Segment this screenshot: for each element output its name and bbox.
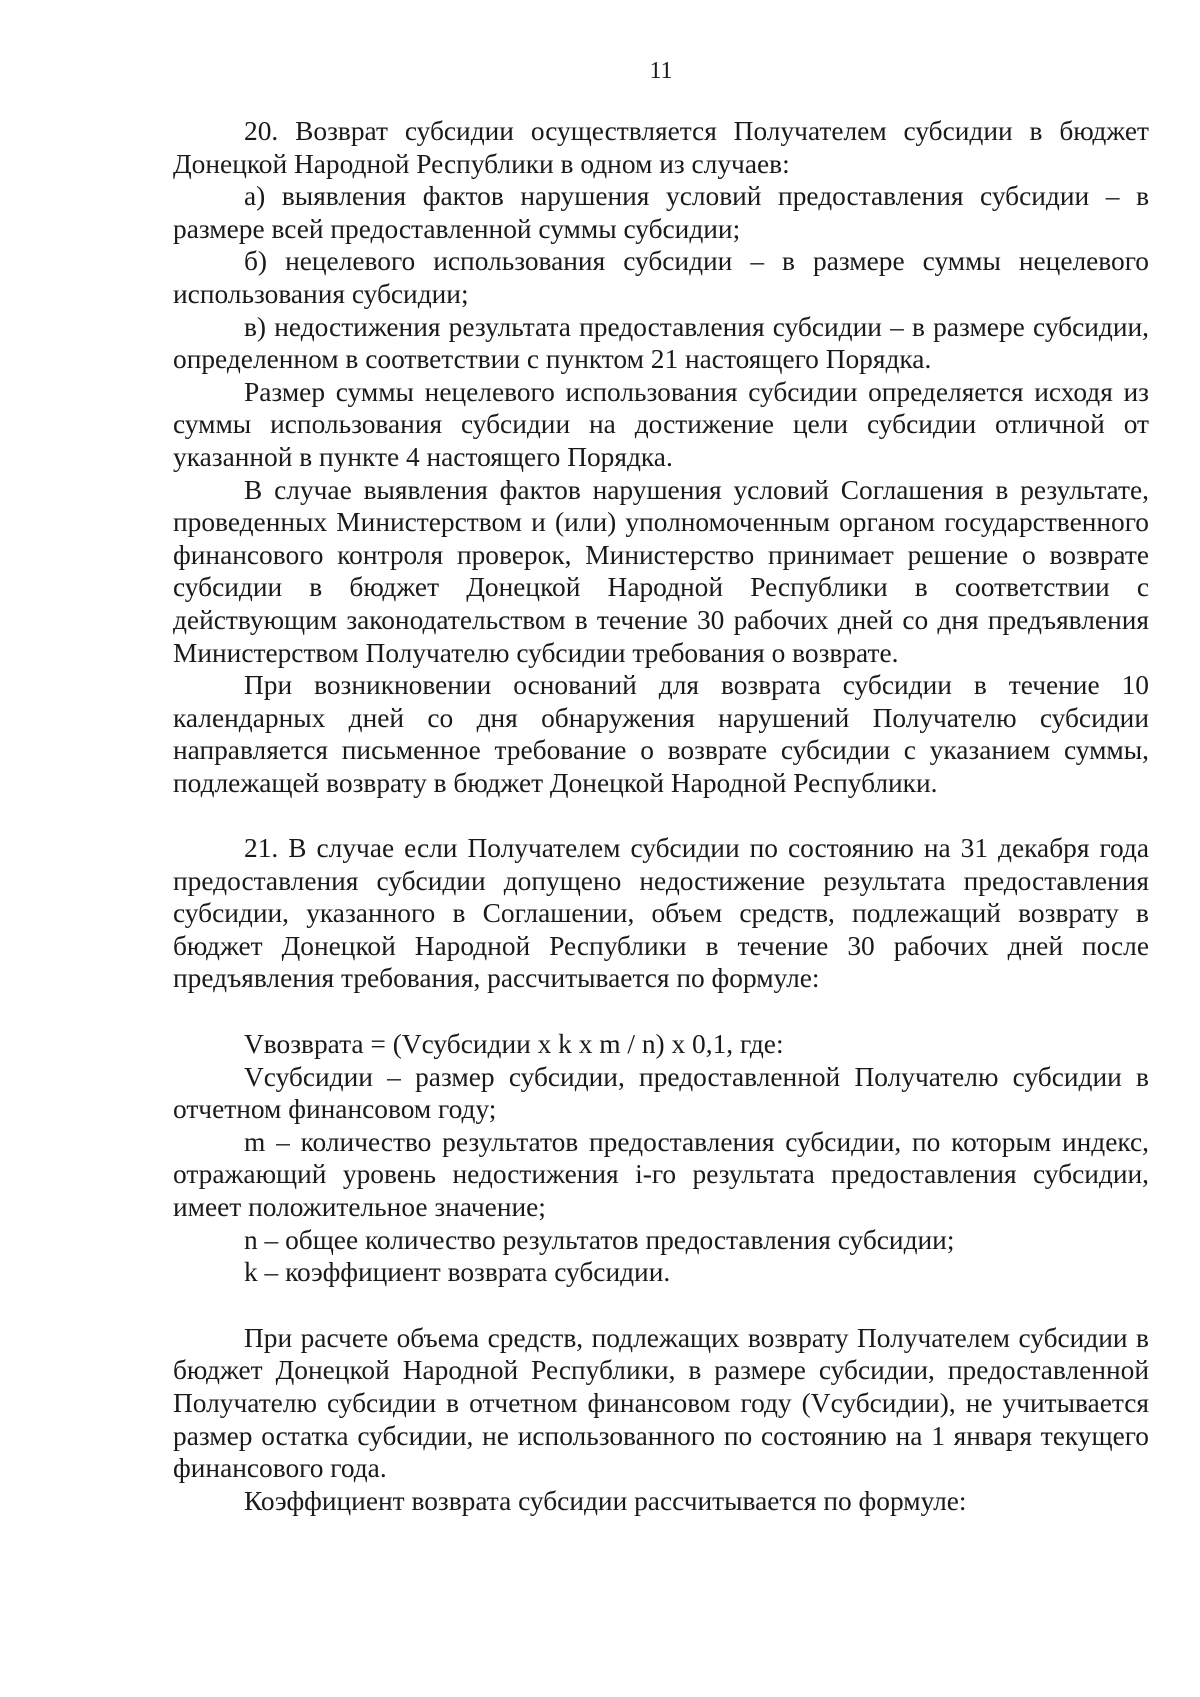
paragraph-calculation-note: При расчете объема средств, подлежащих возврату Получателем субсидии в бюджет Донецкой Народной Республики, в размере субсидии, предоставленной Получателю субсидии в отчетном финансовом году (Vсубсидии), не учитывается размер остатка субсидии, не использованного по состоянию на 1 января текущего финансового года. — [173, 1322, 1149, 1484]
definition-v-subsidy: Vсубсидии – размер субсидии, предоставленной Получателю субсидии в отчетном финансовом году; — [173, 1061, 1149, 1125]
page-number: 11 — [649, 58, 673, 84]
definition-n: n – общее количество результатов предоставления субсидии; — [244, 1224, 955, 1255]
paragraph-return-demand: При возникновении оснований для возврата субсидии в течение 10 календарных дней со дня обнаружения нарушений Получателю субсидии направляется письменное требование о возврате субсидии с указанием суммы, подлежащей возврату в бюджет Донецкой Народной Республики. — [173, 670, 1149, 798]
definition-m: m – количество результатов предоставления субсидии, по которым индекс, отражающий уровень недостижения i-го результата предоставления субсидии, имеет положительное значение; — [173, 1126, 1149, 1222]
paragraph-coefficient-formula-intro: Коэффициент возврата субсидии рассчитывается по формуле: — [244, 1485, 967, 1516]
paragraph-21: 21. В случае если Получателем субсидии по состоянию на 31 декабря года предоставления субсидии допущено недостижение результата предоставления субсидии, указанного в Соглашении, объем средств, подлежащий возврату в бюджет Донецкой Народной Республики в течение 30 рабочих дней после предъявления требования, рассчитывается по формуле: — [173, 833, 1149, 994]
list-item-c: в) недостижения результата предоставления субсидии – в размере субсидии, определенном в соответствии с пунктом 21 настоящего Порядка. — [173, 311, 1149, 375]
paragraph-20: 20. Возврат субсидии осуществляется Получателем субсидии в бюджет Донецкой Народной Республики в одном из случаев: — [173, 116, 1149, 179]
paragraph-violation-case: В случае выявления фактов нарушения условий Соглашения в результате, проведенных Министерством и (или) уполномоченным органом государственного финансового контроля проверок, Министерство принимает решение о возврате субсидии в бюджет Донецкой Народной Республики в соответствии с действующим законодательством в течение 30 рабочих дней со дня предъявления Министерством Получателю субсидии требования о возврате. — [173, 474, 1149, 668]
list-item-b: б) нецелевого использования субсидии – в размере суммы нецелевого использования субсидии; — [173, 246, 1149, 309]
formula-return-amount: Vвозврата = (Vсубсидии x k x m / n) x 0,1, где: — [244, 1029, 784, 1060]
document-body — [173, 115, 1149, 1517]
definition-k: k – коэффициент возврата субсидии. — [244, 1257, 671, 1288]
paragraph-misuse-amount: Размер суммы нецелевого использования субсидии определяется исходя из суммы использования субсидии на достижение цели субсидии отличной от указанной в пункте 4 настоящего Порядка. — [173, 376, 1149, 472]
list-item-a: а) выявления фактов нарушения условий предоставления субсидии – в размере всей предоставленной суммы субсидии; — [173, 181, 1149, 244]
